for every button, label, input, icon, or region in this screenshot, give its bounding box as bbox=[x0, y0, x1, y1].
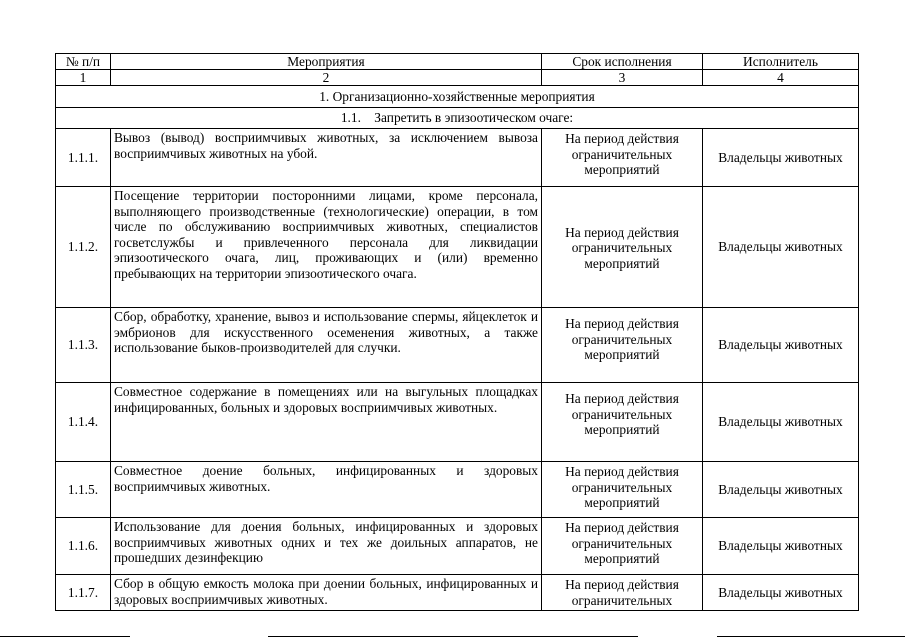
row-number: 1.1.7. bbox=[56, 575, 111, 611]
subsection-row bbox=[56, 108, 859, 129]
row-number: 1.1.6. bbox=[56, 518, 111, 575]
table-header-row bbox=[56, 54, 859, 70]
table-row bbox=[56, 187, 859, 308]
row-measure: Совместное содержание в помещениях или на выгульных площадках инфицированных, больных и здоровых восприимчивых животных. bbox=[111, 383, 542, 462]
row-executor: Владельцы животных bbox=[703, 518, 859, 575]
table-row bbox=[56, 518, 859, 575]
row-number: 1.1.2. bbox=[56, 187, 111, 308]
table-row bbox=[56, 575, 859, 611]
row-measure: Сбор, обработку, хранение, вывоз и использование спермы, яйцеклеток и эмбрионов для искусственного осеменения животных, а также использование быков-производителей для случки. bbox=[111, 308, 542, 383]
column-number: 2 bbox=[111, 70, 542, 86]
row-number: 1.1.5. bbox=[56, 462, 111, 518]
row-measure: Совместное доение больных, инфицированных и здоровых восприимчивых животных. bbox=[111, 462, 542, 518]
row-term: На период действия ограничительных мероприятий bbox=[542, 187, 703, 308]
section-title: 1. Организационно-хозяйственные мероприятия bbox=[56, 86, 859, 108]
column-number: 3 bbox=[542, 70, 703, 86]
header-executor: Исполнитель bbox=[703, 54, 859, 70]
row-executor: Владельцы животных bbox=[703, 308, 859, 383]
row-executor: Владельцы животных bbox=[703, 383, 859, 462]
table-row bbox=[56, 383, 859, 462]
column-numbers-row bbox=[56, 70, 859, 86]
row-number: 1.1.3. bbox=[56, 308, 111, 383]
row-term: На период действия ограничительных мероприятий bbox=[542, 129, 703, 187]
row-term: На период действия ограничительных мероприятий bbox=[542, 518, 703, 575]
row-term: На период действия ограничительных мероприятий bbox=[542, 462, 703, 518]
row-executor: Владельцы животных bbox=[703, 129, 859, 187]
row-measure: Использование для доения больных, инфицированных и здоровых восприимчивых животных одних и тех же доильных аппаратов, не прошедших дезинфекцию bbox=[111, 518, 542, 575]
table-row bbox=[56, 129, 859, 187]
row-term: На период действия ограничительных мероприятий bbox=[542, 308, 703, 383]
section-row bbox=[56, 86, 859, 108]
header-term: Срок исполнения bbox=[542, 54, 703, 70]
subsection-title: 1.1. Запретить в эпизоотическом очаге: bbox=[56, 108, 859, 129]
row-number: 1.1.1. bbox=[56, 129, 111, 187]
header-number: № п/п bbox=[56, 54, 111, 70]
footer-rule-middle bbox=[268, 636, 638, 637]
row-measure: Вывоз (вывод) восприимчивых животных, за исключением вывоза восприимчивых животных на убой. bbox=[111, 129, 542, 187]
table-row bbox=[56, 308, 859, 383]
row-number: 1.1.4. bbox=[56, 383, 111, 462]
column-number: 4 bbox=[703, 70, 859, 86]
row-executor: Владельцы животных bbox=[703, 187, 859, 308]
footer-rule-right bbox=[717, 636, 905, 637]
row-measure: Сбор в общую емкость молока при доении больных, инфицированных и здоровых восприимчивых животных. bbox=[111, 575, 542, 611]
measures-table bbox=[55, 53, 859, 611]
row-measure: Посещение территории посторонними лицами, кроме персонала, выполняющего производственные (технологические) операции, в том числе по обслуживанию восприимчивых животных, специалистов госветслужбы и привлеченного персонала для ликвидации эпизоотического очага, лиц, проживающих и (или) временно пребывающих на территории эпизоотического очага. bbox=[111, 187, 542, 308]
header-measures: Мероприятия bbox=[111, 54, 542, 70]
table-row bbox=[56, 462, 859, 518]
row-executor: Владельцы животных bbox=[703, 462, 859, 518]
row-executor: Владельцы животных bbox=[703, 575, 859, 611]
row-term: На период действия ограничительных bbox=[542, 575, 703, 611]
row-term: На период действия ограничительных мероприятий bbox=[542, 383, 703, 462]
footer-rule-left bbox=[0, 636, 130, 637]
column-number: 1 bbox=[56, 70, 111, 86]
